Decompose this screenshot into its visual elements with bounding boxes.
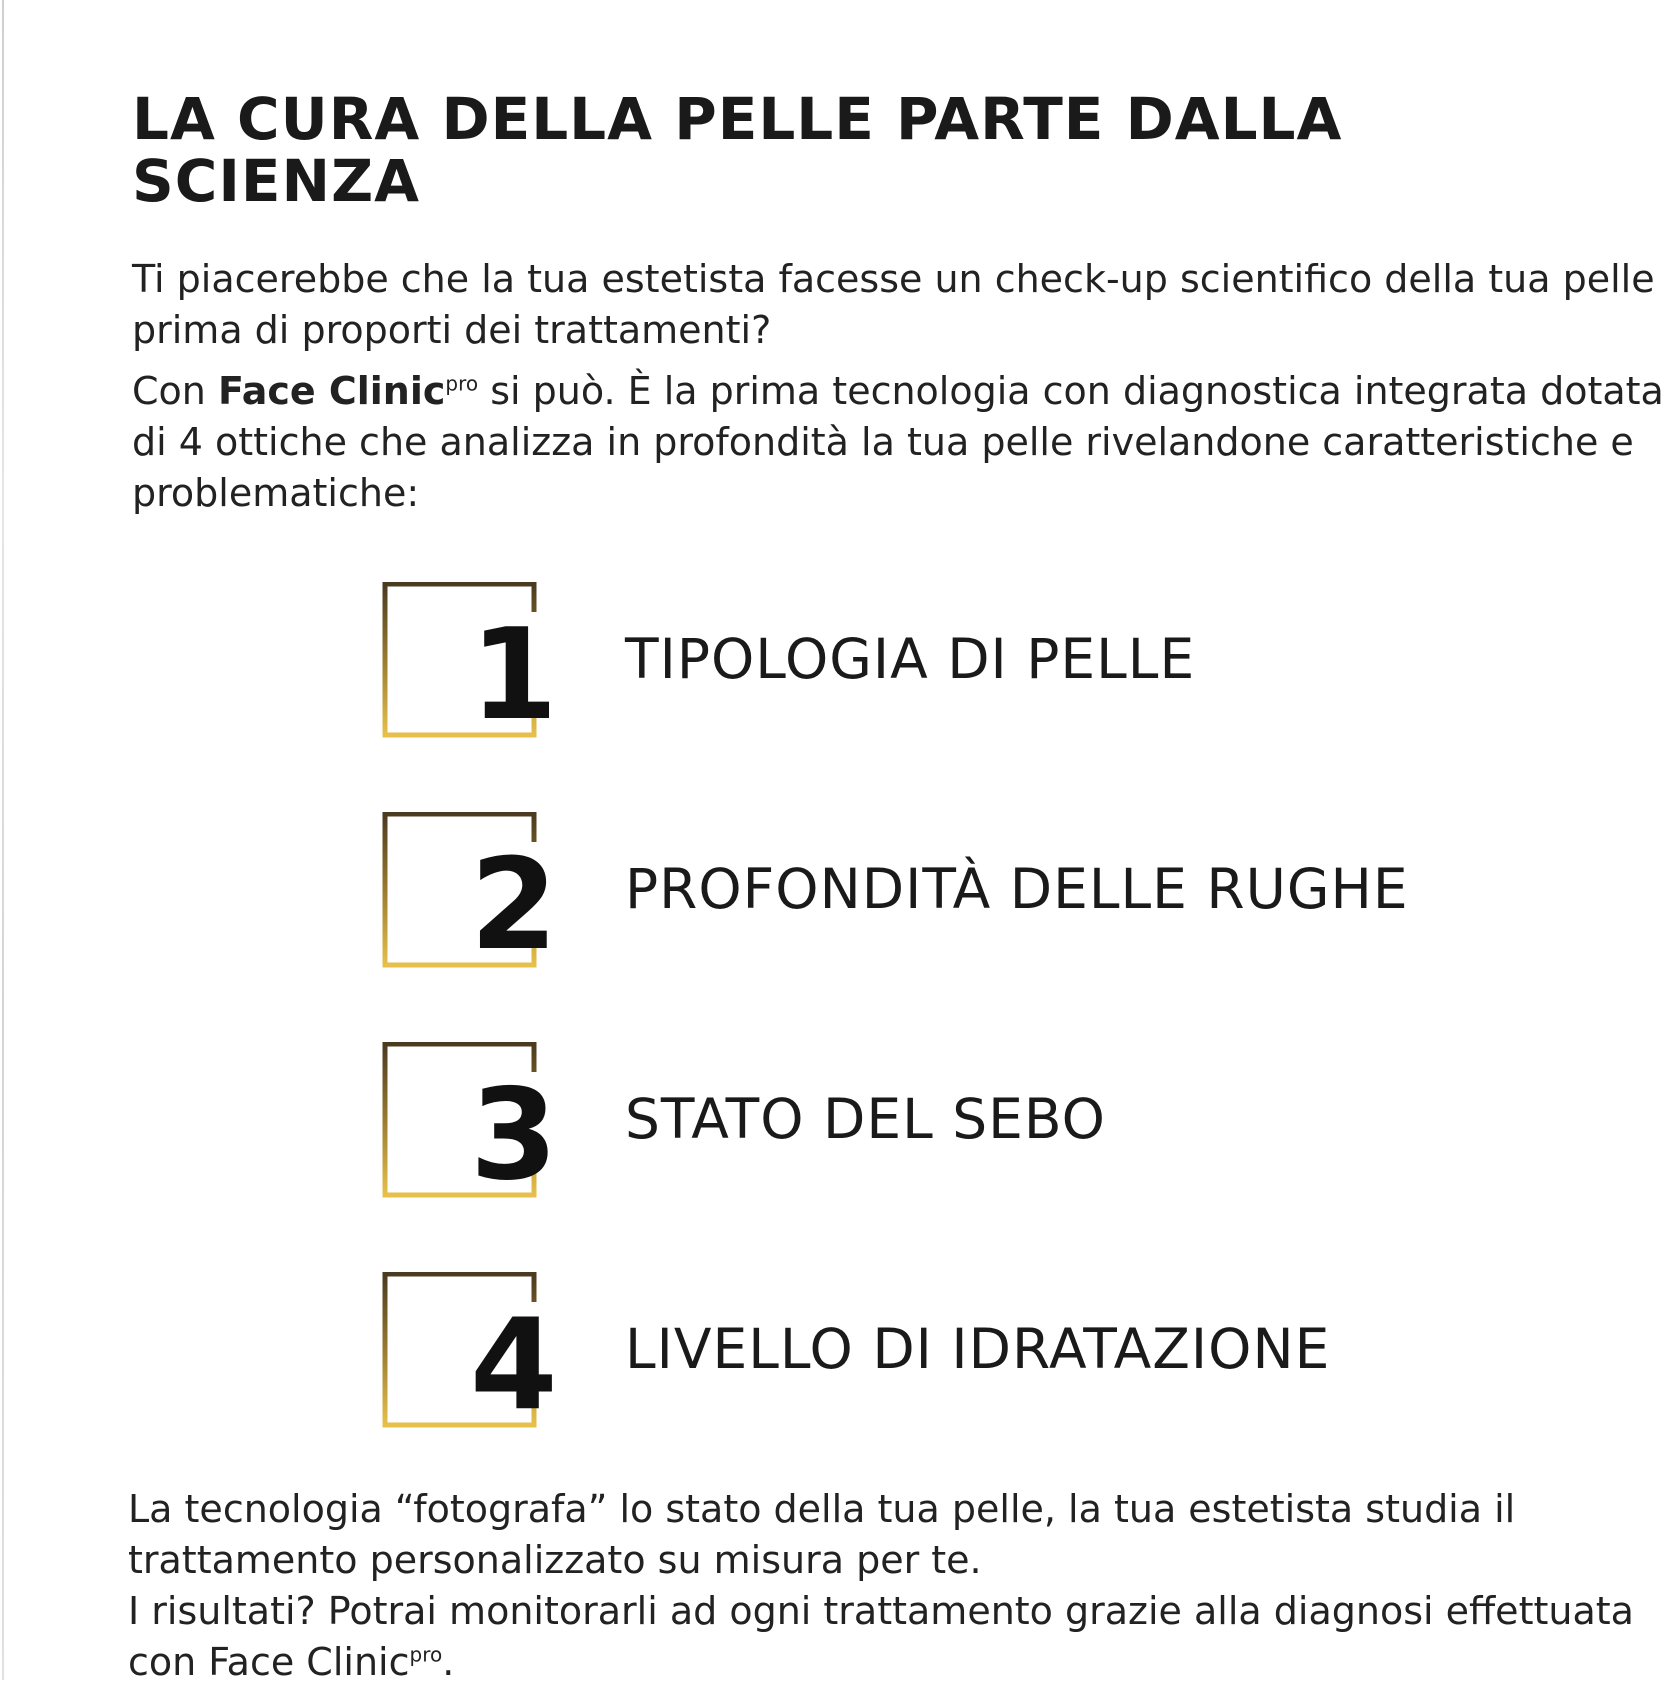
list-item — [382, 1042, 1582, 1272]
intro-lead: Con — [132, 369, 206, 413]
outro-line-1: La tecnologia “fotografa” lo stato della tua pelle, la tua estetista studia il trattamento personalizzato su misura per te. — [128, 1487, 1516, 1582]
list-item — [382, 1272, 1582, 1502]
outro-section — [128, 1484, 1668, 1688]
brand-name: Face Clinic — [217, 369, 446, 413]
item-label: TIPOLOGIA DI PELLE — [625, 627, 1196, 691]
outro-line-2 — [128, 1586, 1668, 1688]
intro-section — [132, 254, 1672, 529]
item-number: 1 — [470, 601, 558, 748]
brand-superscript: pro — [445, 371, 479, 396]
scan-edge — [2, 0, 4, 1680]
page-title: LA CURA DELLA PELLE PARTE DALLA SCIENZA — [132, 85, 1343, 215]
item-number: 4 — [470, 1291, 558, 1438]
item-number: 2 — [470, 831, 558, 978]
item-label: LIVELLO DI IDRATAZIONE — [625, 1317, 1331, 1381]
item-label: PROFONDITÀ DELLE RUGHE — [625, 857, 1409, 921]
list-item — [382, 582, 1582, 812]
brand-superscript: pro — [409, 1642, 443, 1667]
item-number: 3 — [470, 1061, 558, 1208]
item-label: STATO DEL SEBO — [625, 1087, 1106, 1151]
outro-line-2-text: I risultati? Potrai monitorarli ad ogni trattamento grazie alla diagnosi effettuata con Face Clinic — [128, 1589, 1634, 1684]
intro-description — [132, 366, 1672, 519]
feature-list — [382, 582, 1582, 1502]
intro-question: Ti piacerebbe che la tua estetista facesse un check-up scientifico della tua pelle prima di proporti dei trattamenti? — [132, 257, 1655, 352]
list-item — [382, 812, 1582, 1042]
intro-rest: si può. È la prima tecnologia con diagnostica integrata dotata di 4 ottiche che analizza in profondità la tua pelle rivelandone caratteristiche e problematiche: — [132, 369, 1664, 515]
outro-line-2-end: . — [442, 1640, 455, 1684]
